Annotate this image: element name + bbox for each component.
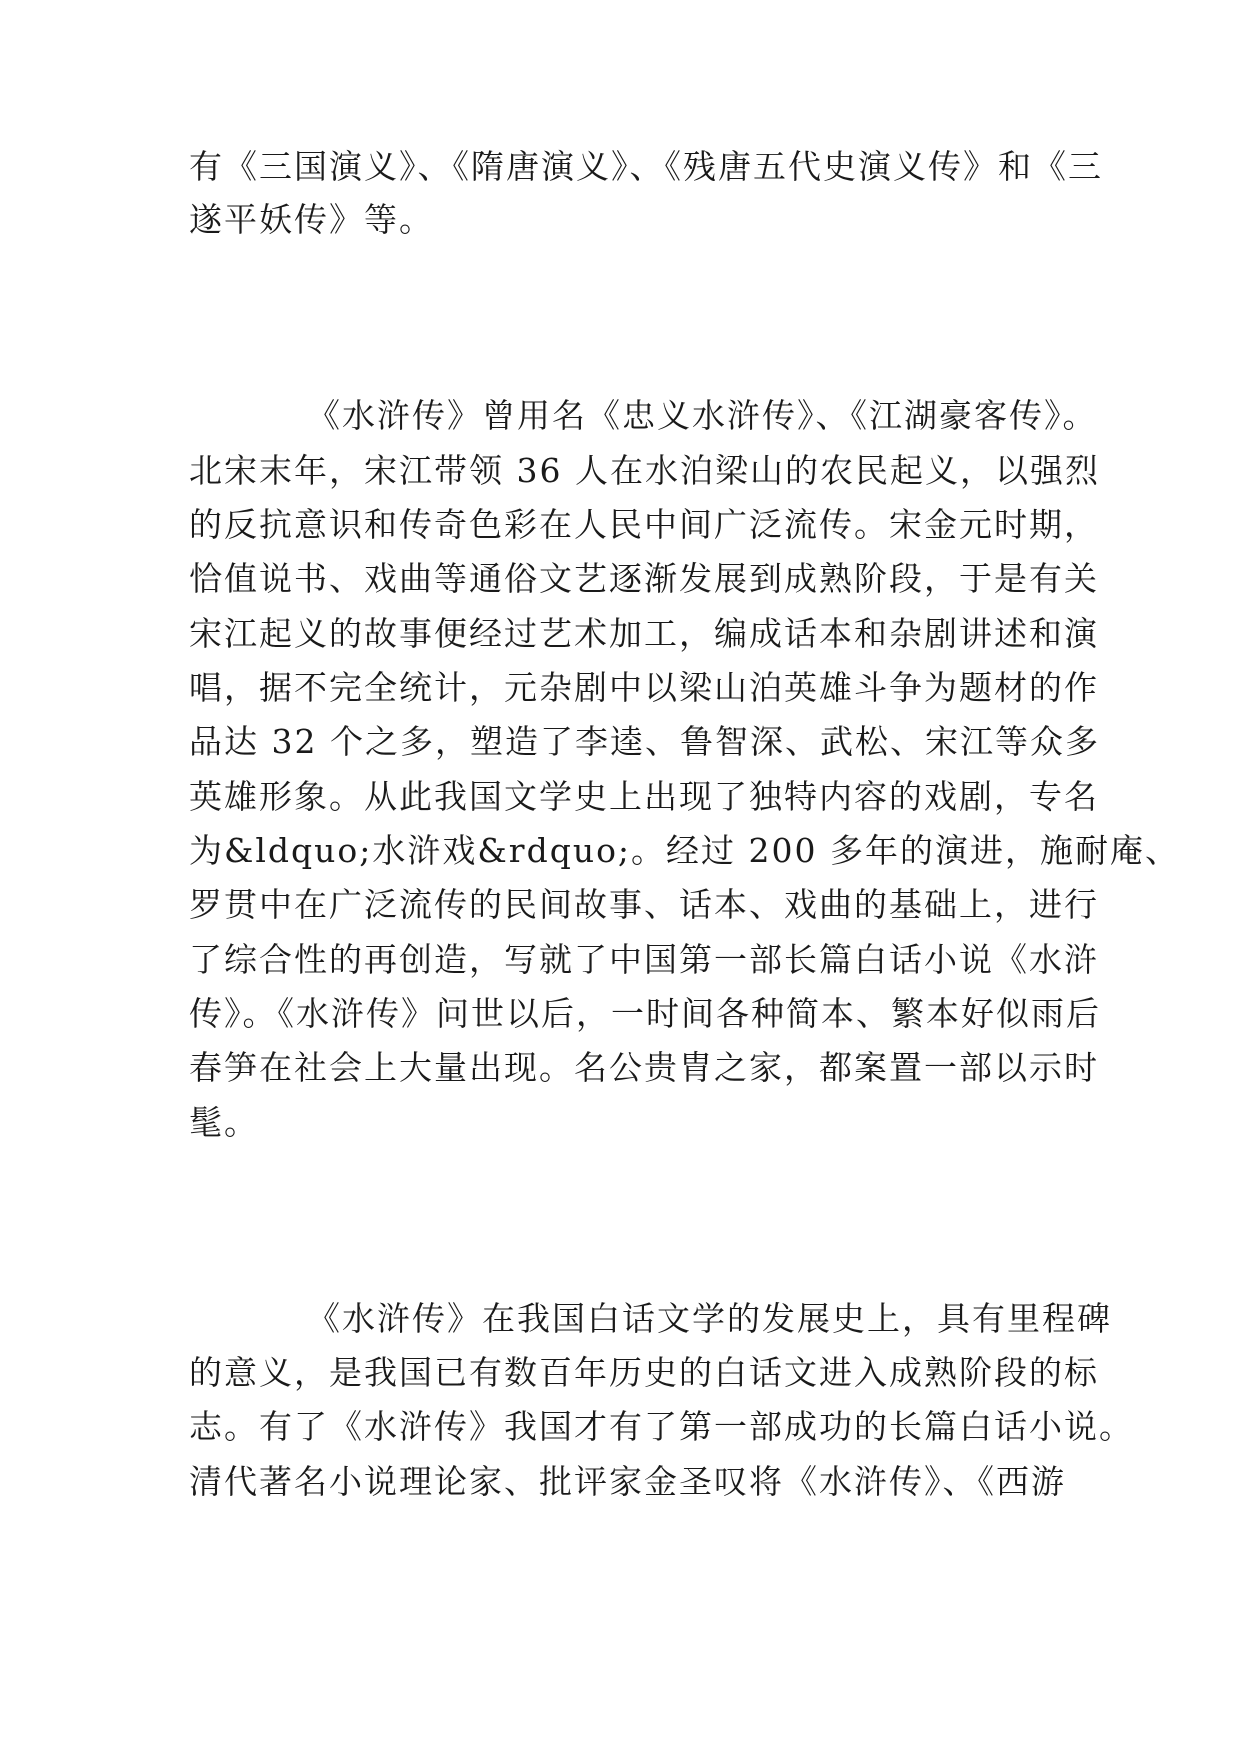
text-line: 髦。 [189, 1103, 259, 1142]
text-line: 《水浒传》曾用名《忠义水浒传》、《江湖豪客传》。 [307, 396, 1098, 435]
text-line: 了综合性的再创造，写就了中国第一部长篇白话小说《水浒 [189, 940, 1099, 979]
text-line: 传》。《水浒传》问世以后，一时间各种简本、繁本好似雨后 [189, 994, 1101, 1033]
text-line: 遂平妖传》等。 [189, 200, 434, 239]
text-line: 北宋末年，宋江带领 36 人在水泊梁山的农民起义，以强烈 [189, 451, 1100, 490]
text-line: 春笋在社会上大量出现。名公贵胄之家，都案置一部以示时 [189, 1048, 1099, 1087]
text-line: 唱，据不完全统计，元杂剧中以梁山泊英雄斗争为题材的作 [189, 668, 1099, 707]
text-line: 品达 32 个之多，塑造了李逵、鲁智深、武松、宋江等众多 [189, 722, 1100, 761]
text-line: 英雄形象。从此我国文学史上出现了独特内容的戏剧，专名 [189, 777, 1099, 816]
text-line: 恰值说书、戏曲等通俗文艺逐渐发展到成熟阶段，于是有关 [189, 559, 1099, 598]
text-line: 有《三国演义》、《隋唐演义》、《残唐五代史演义传》和《三 [189, 147, 1103, 186]
text-line: 为&ldquo;水浒戏&rdquo;。经过 200 多年的演进，施耐庵、 [189, 831, 1181, 870]
text-line: 宋江起义的故事便经过艺术加工，编成话本和杂剧讲述和演 [189, 614, 1099, 653]
text-line: 罗贯中在广泛流传的民间故事、话本、戏曲的基础上，进行 [189, 885, 1099, 924]
text-line: 志。有了《水浒传》我国才有了第一部成功的长篇白话小说。 [189, 1407, 1134, 1446]
text-line: 的意义，是我国已有数百年历史的白话文进入成熟阶段的标 [189, 1353, 1099, 1392]
text-line: 《水浒传》在我国白话文学的发展史上，具有里程碑 [307, 1299, 1112, 1338]
text-line: 清代著名小说理论家、批评家金圣叹将《水浒传》、《西游 [189, 1462, 1066, 1501]
text-line: 的反抗意识和传奇色彩在人民中间广泛流传。宋金元时期， [189, 505, 1099, 544]
